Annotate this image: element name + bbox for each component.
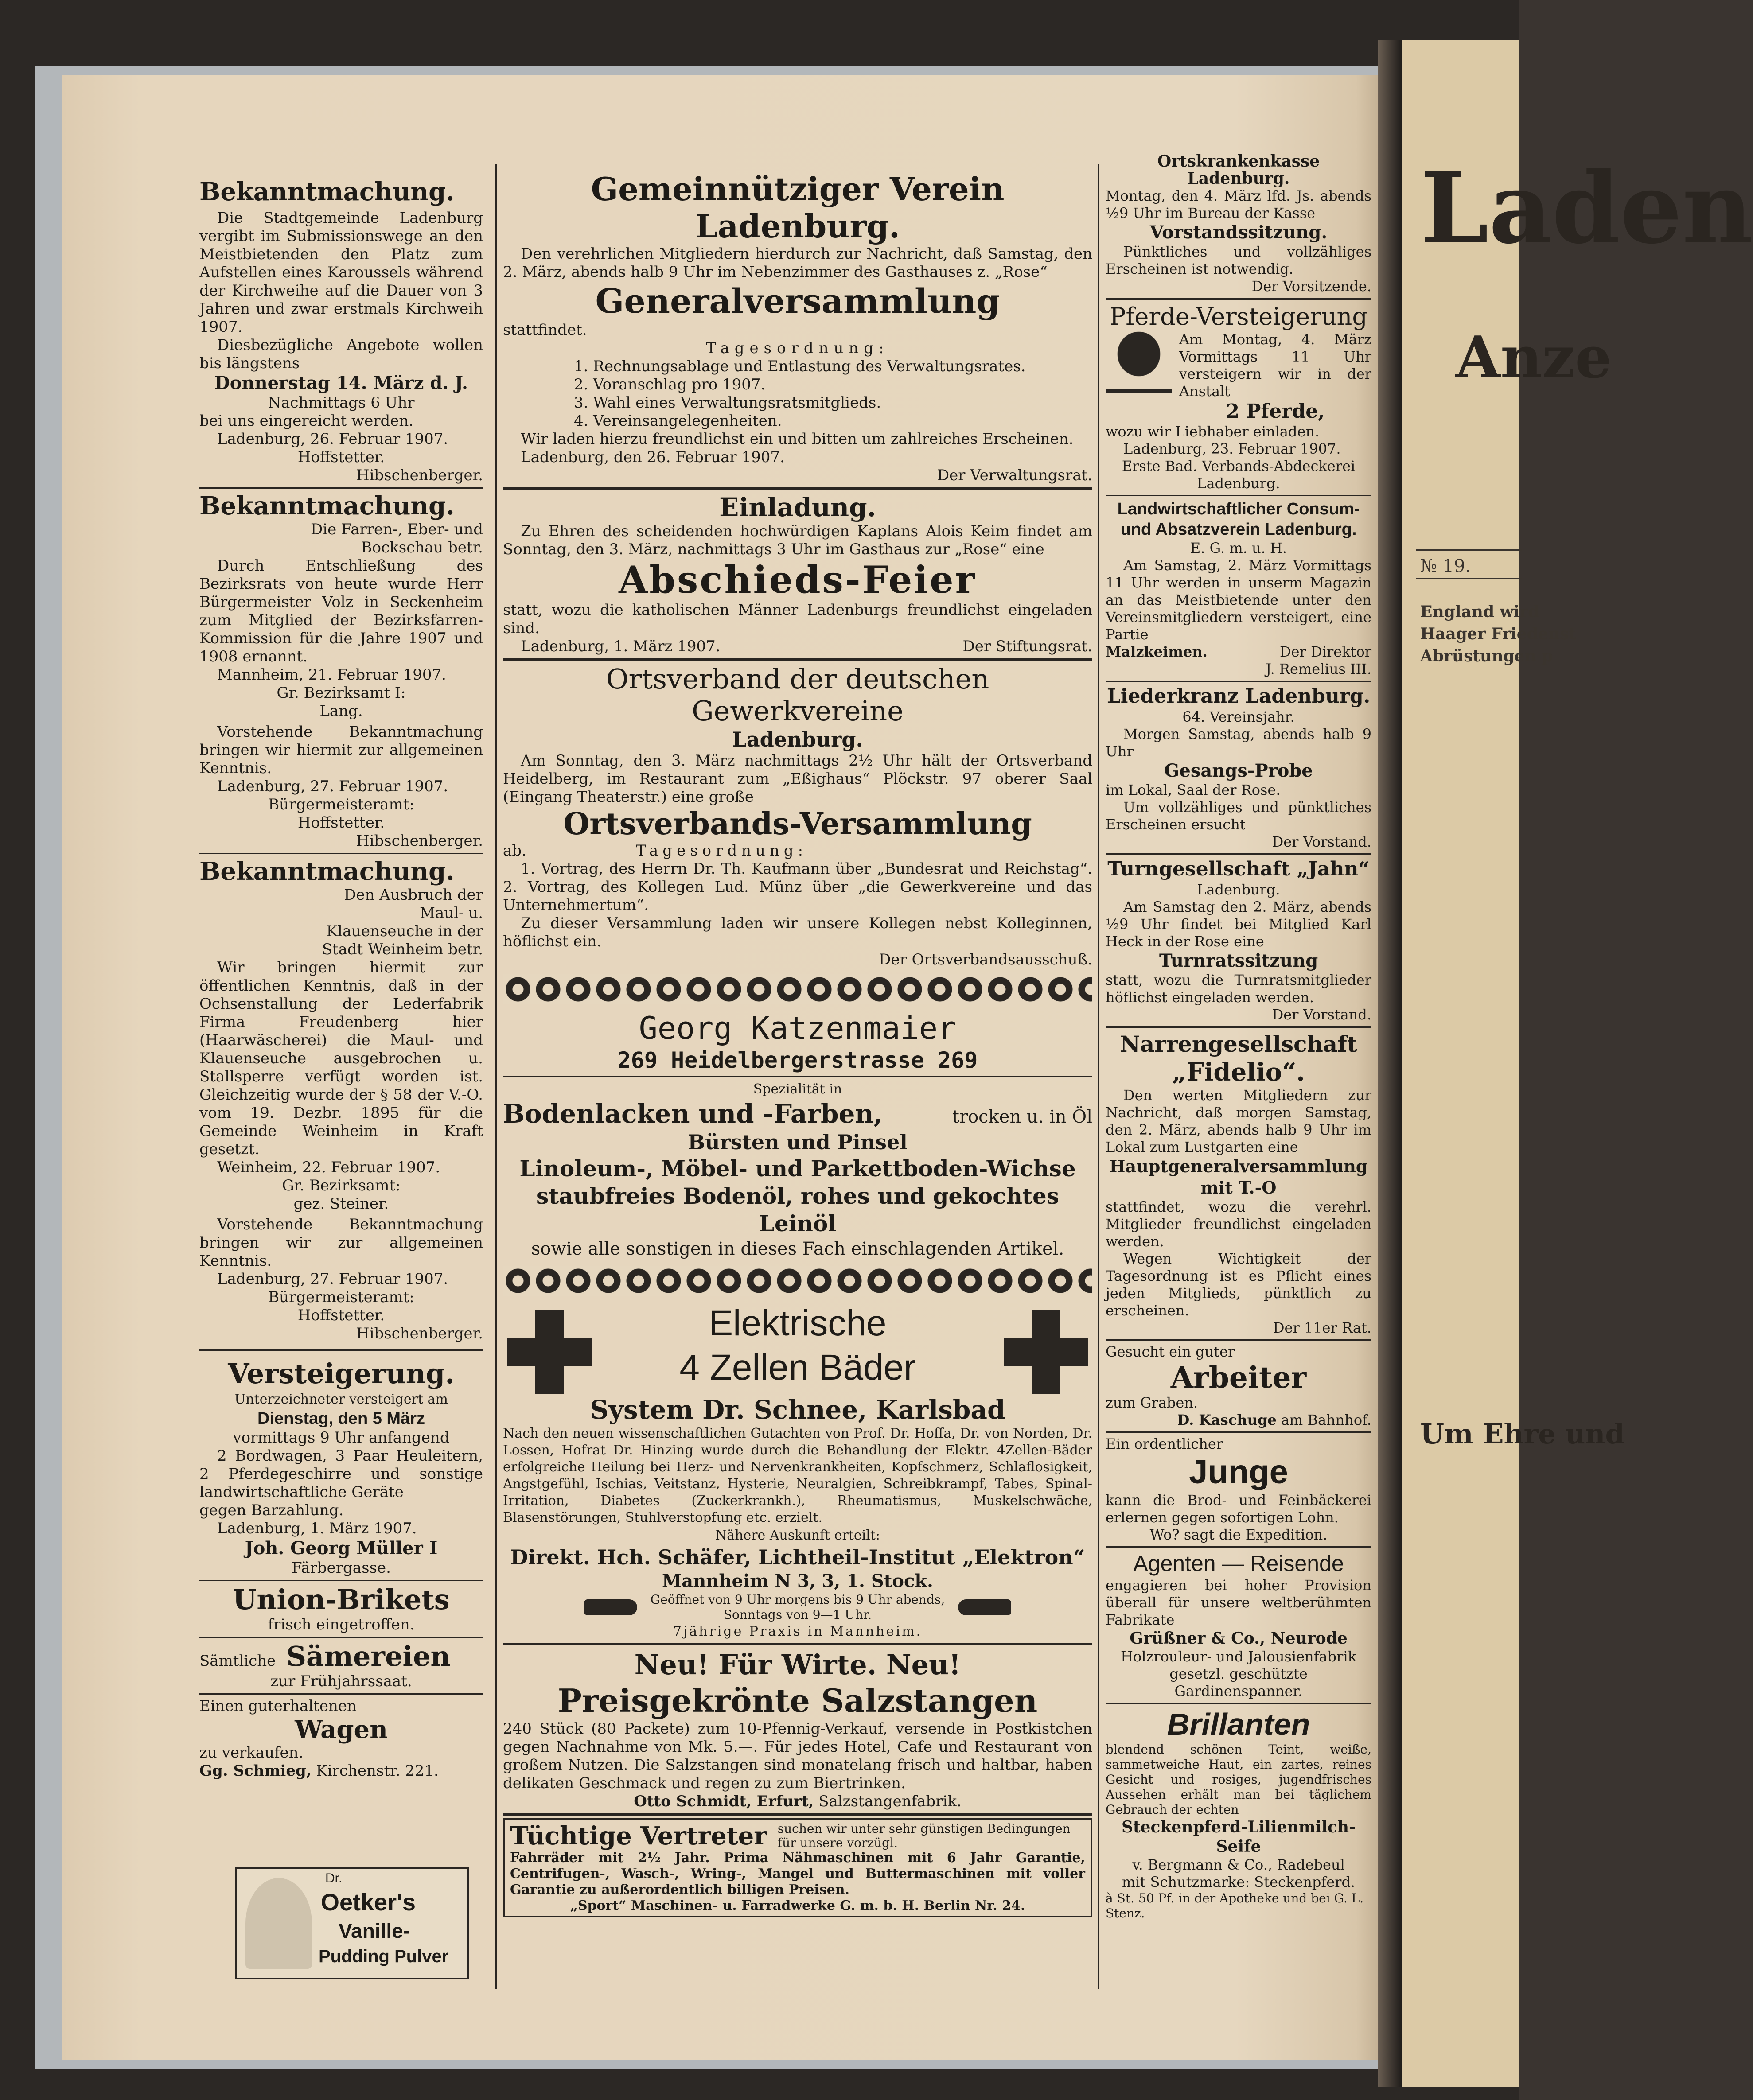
notice-body: Die Stadtgemeinde Ladenburg vergibt im Submissionswege an den Meistbietenden den Platz zum Aufstellen eines Karoussels während der Kirchweihe auf die Dauer von 3 Jahren und zwar erstmals Kirchweih 1907. [199, 209, 483, 336]
divider [1106, 1546, 1371, 1548]
ad-vertreter [503, 1818, 1092, 1917]
ad-title: Turngesellschaft „Jahn“ [1107, 858, 1370, 880]
product-line: Bürsten und Pinsel [688, 1130, 908, 1154]
ad-text: suchen wir unter sehr günstigen Bedingungen für unsere vorzügl. [777, 1821, 1071, 1850]
middle-column [503, 171, 1092, 1917]
ad-subtitle: Ladenburg. [732, 727, 863, 751]
ad-firm: Erste Bad. Verbands-Abdeckerei [1122, 458, 1356, 474]
ad-place-date: Ladenburg, den 26. Februar 1907. [521, 448, 785, 466]
ad-signature: Der Stiftungsrat. [962, 638, 1092, 655]
ad-saemereien [199, 1641, 483, 1691]
ad-salzstangen [503, 1648, 1092, 1811]
agenda-label: Tagesordnung: [636, 842, 808, 859]
ad-firm: v. Bergmann & Co., Radebeul [1132, 1856, 1345, 1873]
auction-date: Dienstag, den 5 März [257, 1409, 425, 1428]
adjacent-headline: England wird [1420, 603, 1539, 621]
ad-product: Steckenpferd-Lilienmilch-Seife [1121, 1818, 1356, 1856]
notice-place-date: Ladenburg, 27. Februar 1907. [217, 778, 448, 795]
ad-turngesellschaft [1106, 857, 1371, 1023]
product-line: trocken u. in Öl [952, 1107, 1092, 1127]
ad-ortskrankenkasse [1106, 153, 1371, 295]
ad-title: Narrengesellschaft [1120, 1031, 1357, 1057]
ad-headline: Hauptgeneralversammlung [1109, 1156, 1368, 1176]
adjacent-page-title: Laden [1420, 151, 1753, 265]
ad-signature: Der Vorsitzende. [1251, 278, 1371, 295]
ad-text: statt, wozu die Turnratsmitglieder höflichst eingeladen werden. [1106, 972, 1371, 1006]
divider [199, 1580, 483, 1581]
oetker-product: Vanille- [339, 1919, 410, 1942]
ad-text: Am Montag, 4. März Vormittags 11 Uhr versteigern wir in der Anstalt [1179, 331, 1371, 400]
notice-klauenseuche [199, 857, 483, 1343]
ad-signature: Salzstangenfabrik. [818, 1793, 962, 1810]
agenda-item: 3. Wahl eines Verwaltungsratsmitglieds. [574, 394, 881, 412]
notice-place-date: Mannheim, 21. Februar 1907. [217, 666, 446, 684]
divider [1106, 681, 1371, 682]
adjacent-page-subtitle: Anze [1456, 323, 1612, 391]
ad-title: Brillanten [1167, 1707, 1310, 1742]
ad-place-date: Ladenburg, 1. März 1907. [217, 1520, 417, 1537]
ad-text: gegen Barzahlung. [199, 1501, 344, 1519]
ad-text: Zu dieser Versammlung laden wir unsere Kollegen nebst Kolleginnen, höflichst ein. [503, 914, 1092, 950]
ad-place-date: Ladenburg, 1. März 1907. [521, 638, 721, 655]
oetker-product: Pudding Pulver [319, 1947, 449, 1966]
ad-text: Malzkeimen. [1106, 643, 1208, 660]
ad-text: Sämtliche [199, 1652, 276, 1670]
ad-title: Ortsverband der deutschen Gewerkvereine [606, 663, 989, 727]
ad-text: Den werten Mitgliedern zur Nachricht, daß morgen Samstag, den 2. März, abends halb 9 Uhr im Lokal zum Lustgarten eine [1106, 1087, 1371, 1155]
ad-firm: Grüßner & Co., Neurode [1130, 1629, 1348, 1648]
ad-title: Liederkranz Ladenburg. [1106, 685, 1371, 708]
right-column [1106, 153, 1371, 1921]
ad-wagen [199, 1697, 483, 1780]
notice-body: Diesbezügliche Angebote wollen bis längstens [199, 336, 483, 372]
notice-karoussel [199, 177, 483, 485]
ad-headline: Neu! Für Wirte. Neu! [634, 1649, 961, 1681]
ad-text: Einen guterhaltenen [199, 1697, 357, 1715]
ad-title: Ortskrankenkasse Ladenburg. [1157, 152, 1320, 188]
ad-text: Am Samstag, 2. März Vormittags 11 Uhr werden in unserm Magazin an das Meistbietende unter den Vereinsmitgliedern versteigert, eine Partie [1106, 557, 1371, 643]
ad-oetker [235, 1867, 469, 1979]
ad-subtitle: System Dr. Schnee, Karlsbad [590, 1395, 1005, 1425]
divider [199, 1637, 483, 1638]
ad-text: Morgen Samstag, abends halb 9 Uhr [1106, 726, 1371, 760]
ad-consumverein [1106, 499, 1371, 678]
book-spine [1378, 40, 1402, 2087]
ad-zellenbaeder [503, 1301, 1092, 1641]
notice-title: Bekanntmachung. [199, 857, 455, 886]
ad-text: Um vollzähliges und pünktliches Erscheinen ersucht [1106, 799, 1371, 833]
ad-text: Unterzeichneter versteigert am [234, 1392, 448, 1407]
ad-text: mit Schutzmarke: Steckenpferd. [1122, 1874, 1356, 1890]
divider [1106, 1703, 1371, 1704]
ad-firm: „Sport“ Maschinen- u. Farradwerke G. m. b. H. Berlin Nr. 24. [570, 1898, 1025, 1913]
ad-headline: Vorstandssitzung. [1149, 222, 1328, 243]
ad-title: Einladung. [719, 492, 876, 522]
ad-headline: mit T.-O [1200, 1178, 1277, 1198]
ornament-border [503, 974, 1092, 1004]
red-cross-icon [507, 1310, 592, 1394]
notice-signature: Hibschenberger. [356, 832, 483, 850]
notice-body: bei uns eingereicht werden. [199, 412, 414, 430]
agenda-label: Tagesordnung: [706, 339, 889, 357]
ad-text: Wegen Wichtigkeit der Tagesordnung ist es Pflicht eines jeden Mitglieds, pünktlich zu erscheinen. [1106, 1250, 1371, 1319]
ad-text: wozu wir Liebhaber einladen. [1106, 423, 1320, 440]
notice-office: Bürgermeisteramt: [268, 796, 414, 813]
ad-text: zu verkaufen. [199, 1744, 304, 1762]
ad-text: im Lokal, Saal der Rose. [1106, 782, 1281, 798]
notice-subject: Den Ausbruch der Maul- u. Klauenseuche in der Stadt Weinheim betr. [322, 886, 483, 958]
ad-text: Pünktliches und vollzähliges Erscheinen ist notwendig. [1106, 243, 1371, 277]
ad-signature: Der Vorstand. [1272, 1006, 1371, 1023]
divider [503, 1813, 1092, 1816]
ad-text: Am Samstag den 2. März, abends ½9 Uhr findet bei Mitglied Karl Heck in der Rose eine [1106, 898, 1371, 950]
adjacent-headline: Um Ehre und [1420, 1418, 1624, 1450]
ad-text: Gesucht ein guter [1106, 1343, 1235, 1360]
agenda-item: 1. Vortrag, des Herrn Dr. Th. Kaufmann über „Bundesrat und Reichstag“. 2. Vortrag, des Kollegen Lud. Münz über „die Gewerkvereine und das Unternehmertum“. [503, 860, 1092, 914]
divider [503, 1643, 1092, 1645]
notice-relay: Vorstehende Bekanntmachung bringen wir hiermit zur allgemeinen Kenntnis. [199, 723, 483, 777]
divider [1106, 495, 1371, 496]
product-line: sowie alle sonstigen in dieses Fach einschlagenden Artikel. [531, 1239, 1064, 1259]
ad-pferde-versteigerung [1106, 303, 1371, 492]
ad-name: Gg. Schmieg, [199, 1762, 312, 1780]
ad-text: stattfindet. [503, 321, 587, 339]
red-cross-icon [1004, 1310, 1088, 1394]
ad-text: 240 Stück (80 Packete) zum 10-Pfennig-Verkauf, versende in Postkistchen gegen Nachnahme von Mk. 5.—. Für jedes Hotel, Cafe und Restaurant von großem Nutzen. Die Salzstangen sind monatelang frisch und haltbar, haben delikaten Geschmack und regen zu zum Biertrinken. [503, 1720, 1092, 1792]
ad-title: Georg Katzenmaier [639, 1010, 957, 1046]
agenda-item: 4. Vereinsangelegenheiten. [574, 412, 782, 430]
ad-text: Montag, den 4. März lfd. Js. abends ½9 Uhr im Bureau der Kasse [1106, 187, 1371, 222]
divider [1416, 549, 1522, 551]
ad-name: Joh. Georg Müller I [245, 1538, 438, 1559]
notice-place-date: Ladenburg, 27. Februar 1907. [217, 1270, 448, 1288]
product-line: Linoleum-, Möbel- und Parkettboden-Wichse [519, 1155, 1076, 1182]
ad-signature: Der Vorstand. [1272, 833, 1371, 850]
ad-signature: Der 11er Rat. [1273, 1319, 1371, 1336]
ad-text: Am Sonntag, den 3. März nachmittags 2½ Uhr hält der Ortsverband Heidelberg, im Restaurant zum „Eßighaus“ Plöckstr. 97 oberer Saal (Eingang Theaterstr.) eine große [503, 752, 1092, 806]
opening-hours: Geöffnet von 9 Uhr morgens bis 9 Uhr abends, [650, 1592, 945, 1607]
ad-title: Wagen [295, 1715, 388, 1744]
ad-text: statt, wozu die katholischen Männer Ladenburgs freundlichst eingeladen sind. [503, 601, 1092, 637]
left-column [199, 177, 483, 1780]
divider [503, 658, 1092, 661]
notice-office: Gr. Bezirksamt: [282, 1177, 401, 1194]
ad-junge [1106, 1435, 1371, 1544]
deadline-time: Nachmittags 6 Uhr [268, 394, 415, 412]
notice-signature: gez. Steiner. [293, 1195, 389, 1213]
oetker-dr: Dr. [325, 1871, 343, 1886]
ad-headline: Turnratssitzung [1159, 950, 1318, 971]
ad-text: 7jährige Praxis in Mannheim. [673, 1624, 923, 1639]
deadline-date: Donnerstag 14. März d. J. [214, 373, 468, 393]
ad-text: Wir laden hierzu freundlichst ein und bitten um zahlreiches Erscheinen. [521, 430, 1074, 448]
ad-text: à St. 50 Pf. in der Apotheke und bei G. L. Stenz. [1106, 1891, 1364, 1921]
divider [199, 1349, 483, 1351]
adjacent-headline: Haager Friedenst [1420, 625, 1576, 643]
agenda-item: 1. Rechnungsablage und Entlastung des Verwaltungsrates. [574, 358, 1026, 375]
ad-text: Wo? sagt die Expedition. [1149, 1526, 1328, 1543]
ad-text: stattfindet, wozu die verehrl. Mitglieder freundlichst eingeladen werden. [1106, 1198, 1371, 1250]
ad-title: Landwirtschaftlicher Consum- und Absatzverein Ladenburg. [1117, 500, 1360, 539]
notice-signature: Hoffstetter. [297, 814, 385, 832]
notice-signature: Hoffstetter. [297, 1307, 385, 1324]
ad-brillanten [1106, 1707, 1371, 1921]
column-rule [495, 164, 497, 1989]
notice-signature: Lang. [319, 702, 363, 720]
agenda-item: 2. Voranschlag pro 1907. [574, 376, 766, 393]
notice-office: Gr. Bezirksamt I: [277, 684, 406, 702]
adjacent-page [1402, 40, 1753, 2087]
notice-body: Wir bringen hiermit zur öffentlichen Kenntnis, daß in der Ochsenstallung der Lederfabrik Firma Freudenberg hier (Haarwäscherei) die Maul- und Klauenseuche ausgebrochen u. Stallsperre verfügt worden ist. Gleichzeitig wurde der § 58 der V.-O. vom 19. Dezbr. 1895 für die Gemeinde Weinheim in Kraft gesetzt. [199, 959, 483, 1158]
notice-title: Bekanntmachung. [199, 491, 455, 521]
product-line: staubfreies Bodenöl, rohes und gekochtes Leinöl [536, 1183, 1059, 1237]
ad-text: Nähere Auskunft erteilt: [715, 1528, 880, 1543]
divider [503, 1076, 1092, 1077]
notice-title: Bekanntmachung. [199, 177, 455, 206]
ad-headline: Abschieds-Feier [619, 558, 977, 602]
ad-headline: 2 Pferde, [1226, 400, 1325, 423]
ad-address: am Bahnhof. [1281, 1412, 1371, 1428]
ad-headline: Generalversammlung [595, 281, 1000, 321]
ad-abschiedsfeier [503, 492, 1092, 656]
ad-title: Union-Brikets [233, 1583, 450, 1616]
ad-text: kann die Brod- und Feinbäckerei erlernen gegen sofortigen Lohn. [1106, 1492, 1371, 1526]
notice-subject: Die Farren-, Eber- und Bockschau betr. [310, 521, 483, 556]
notice-signature: Hibschenberger. [356, 1325, 483, 1342]
ad-signature: Der Ortsverbandsausschuß. [879, 951, 1092, 968]
ad-narrengesellschaft [1106, 1031, 1371, 1337]
ad-signature: J. Remelius III. [1266, 661, 1371, 677]
ad-text: Zu Ehren des scheidenden hochwürdigen Kaplans Alois Keim findet am Sonntag, den 3. März, nachmittags 3 Uhr im Gasthaus zur „Rose“ eine [503, 522, 1092, 558]
divider [199, 853, 483, 854]
ad-arbeiter [1106, 1343, 1371, 1429]
ad-title: Versteigerung. [228, 1357, 455, 1390]
notice-signature: Hibschenberger. [356, 467, 483, 484]
product-line: Bodenlacken und -Farben, [503, 1099, 883, 1129]
ad-katzenmaier [503, 1010, 1092, 1260]
auction-time: vormittags 9 Uhr anfangend [233, 1429, 450, 1447]
ad-address: Kirchenstr. 221. [316, 1762, 439, 1780]
ad-brikets [199, 1584, 483, 1634]
oetker-name: Oetker's [321, 1889, 416, 1916]
ad-title: Tüchtige Vertreter [510, 1821, 767, 1851]
ad-headline: Ortsverbands-Versammlung [563, 806, 1032, 842]
adjacent-page-number: № 19. [1420, 556, 1471, 576]
ad-title: Elektrische [709, 1303, 887, 1343]
ad-title: Agenten — Reisende [1133, 1551, 1344, 1576]
notice-body: Durch Entschließung des Bezirksrats von heute wurde Herr Bürgermeister Volz in Seckenheim zum Mitglied der Bezirksfarren-Kommission für die Jahre 1907 und 1908 ernannt. [199, 557, 483, 665]
ad-address: Mannheim N 3, 3, 1. Stock. [662, 1571, 933, 1591]
ad-text: blendend schönen Teint, weiße, sammetweiche Haut, ein zartes, reines Gesicht und rosiges, jugendfrisches Aussehen erhält man bei täglichem Gebrauch der echten [1106, 1742, 1371, 1817]
ad-address: 269 Heidelbergerstrasse 269 [617, 1047, 978, 1073]
ad-versteigerung [199, 1357, 483, 1577]
ornament-border [503, 1266, 1092, 1296]
ad-city: Ladenburg. [1197, 475, 1280, 492]
column-rule [1098, 164, 1099, 1989]
divider [1106, 853, 1371, 855]
ad-text: Spezialität in [753, 1081, 842, 1097]
ad-text: Den verehrlichen Mitgliedern hierdurch zur Nachricht, daß Samstag, den 2. März, abends halb 9 Uhr im Nebenzimmer des Gasthauses z. „Rose“ [503, 245, 1092, 281]
ad-headline: Gesangs-Probe [1164, 760, 1313, 781]
notice-place-date: Weinheim, 22. Februar 1907. [217, 1159, 440, 1176]
divider [199, 487, 483, 489]
divider [199, 1693, 483, 1695]
ad-signature: Der Verwaltungsrat. [937, 467, 1092, 484]
ad-text: Fahrräder mit 2½ Jahr. Prima Nähmaschinen mit 6 Jahr Garantie, Centrifugen-, Wasch-, Wring-, Mangel und Buttermaschinen mit voller Garantie zu außerordentlich billigen Preisen. [510, 1850, 1085, 1898]
adjacent-headline: Abrüstungen p [1420, 647, 1553, 665]
ad-text: ab. [503, 842, 526, 859]
ad-title: Gemeinnütziger Verein Ladenburg. [591, 170, 1005, 245]
ad-signature: Otto Schmidt, Erfurt, [634, 1793, 814, 1810]
ad-text: zur Frühjahrssaat. [270, 1672, 412, 1690]
pointing-hand-icon [958, 1599, 1011, 1615]
ad-signature: Der Direktor [1280, 643, 1371, 660]
ad-title: Preisgekrönte Salzstangen [557, 1682, 1038, 1719]
ad-text: Nach den neuen wissenschaftlichen Gutachten von Prof. Dr. Hoffa, Dr. von Norden, Dr. Lossen, Hofrat Dr. Hinzing wurde durch die Behandlung der Elektr. 4Zellen-Bäder erfolgreiche Heilung bei Herz- und Nervenkrankheiten, Kopfschmerz, Schlaflosigkeit, Angstgefühl, Ischias, Veitstanz, Hysterie, Neuralgien, Schreibkrampf, Tabes, Spinal-Irritation, Diabetes (Zuckerkrankh.), Rheumatismus, Muskelschwäche, Blasenstörungen, Stuhlverstopfung etc. erzielt. [503, 1426, 1092, 1525]
notice-relay: Vorstehende Bekanntmachung bringen wir zur allgemeinen Kenntnis. [199, 1216, 483, 1270]
divider [503, 487, 1092, 490]
auction-items: 2 Bordwagen, 3 Paar Heuleitern, 2 Pferdegeschirre und sonstige landwirtschaftliche Geräte [199, 1447, 483, 1501]
ad-subtitle: 64. Vereinsjahr. [1182, 708, 1295, 725]
ad-title: Sämereien [286, 1640, 451, 1672]
ad-text: Ein ordentlicher [1106, 1435, 1223, 1452]
ad-city: Ladenburg. [1197, 881, 1280, 898]
portrait-image [245, 1878, 312, 1969]
ad-title: Pferde-Versteigerung [1110, 303, 1367, 331]
ad-title: Arbeiter [1170, 1360, 1307, 1395]
ad-address: Färbergasse. [292, 1559, 391, 1577]
notice-place-date: Ladenburg, 26. Februar 1907. [217, 430, 448, 448]
ad-text: frisch eingetroffen. [268, 1616, 415, 1633]
divider [1106, 298, 1371, 300]
divider [1106, 1339, 1371, 1341]
ad-subtitle: „Fidelio“. [1172, 1058, 1305, 1087]
notice-farrenschau [199, 491, 483, 850]
pointing-hand-icon [584, 1599, 637, 1615]
divider [1106, 1431, 1371, 1433]
ad-text: engagieren bei hoher Provision überall für unsere weltberühmten Fabrikate [1106, 1577, 1371, 1628]
ad-title: Junge [1189, 1453, 1288, 1491]
ad-contact: Direkt. Hch. Schäfer, Lichtheil-Institut „Elektron“ [510, 1545, 1085, 1569]
ad-agenten [1106, 1550, 1371, 1700]
opening-hours: Sonntags von 9—1 Uhr. [723, 1607, 872, 1622]
notice-signature: Hoffstetter. [297, 448, 385, 466]
ad-gemeinnuetziger-verein [503, 171, 1092, 485]
divider [1416, 578, 1522, 579]
ad-liederkranz [1106, 684, 1371, 851]
ad-name: D. Kaschuge [1177, 1412, 1277, 1428]
ad-title: 4 Zellen Bäder [679, 1347, 916, 1388]
ad-subtitle: E. G. m. u. H. [1190, 540, 1287, 556]
ad-gewerkvereine [503, 663, 1092, 969]
divider [1106, 1026, 1371, 1028]
horse-icon [1106, 331, 1172, 393]
ad-place-date: Ladenburg, 23. Februar 1907. [1123, 440, 1341, 457]
notice-office: Bürgermeisteramt: [268, 1288, 414, 1306]
ad-text: Holzrouleur- und Jalousienfabrik gesetzl. geschützte Gardinenspanner. [1121, 1648, 1356, 1699]
ad-text: zum Graben. [1106, 1394, 1198, 1411]
